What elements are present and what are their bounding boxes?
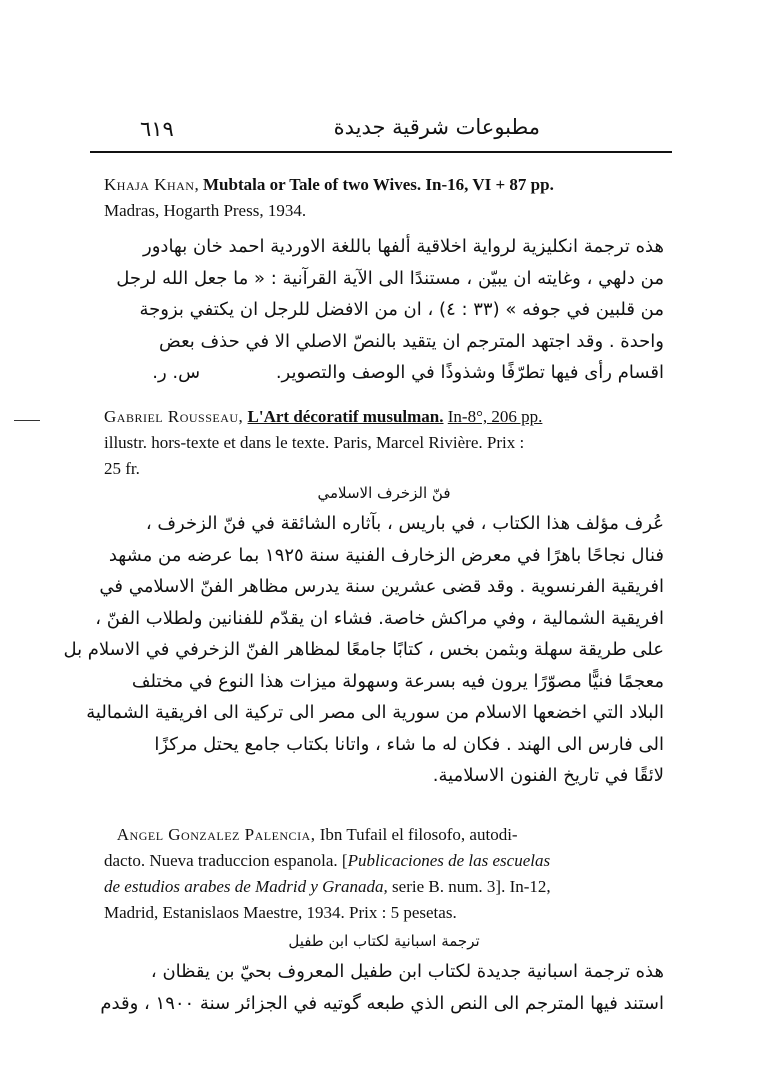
book-title: L'Art décoratif musulman. xyxy=(247,407,444,426)
book-details: In-8°, 206 pp. xyxy=(447,407,543,426)
review-subtitle: ترجمة اسبانية لكتاب ابن طفيل xyxy=(288,932,480,950)
entry-2-review xyxy=(63,508,664,792)
review-line: من دلهي ، وغايته ان يبيّن ، مستندًا الى الآية القرآنية : « ما جعل الله لرجل xyxy=(116,267,664,289)
citation-line: 25 fr. xyxy=(104,459,140,478)
citation-line xyxy=(104,404,664,430)
review-line: فنال نجاحًا باهرًا في معرض الزخارف الفنية سنة ١٩٢٥ بما عرضه من مشهد xyxy=(108,544,664,566)
review-subtitle: فنّ الزخرف الاسلامي xyxy=(317,484,451,502)
book-title: Ibn Tufail el filosofo, autodi- xyxy=(319,825,518,844)
book-title: Mubtala or Tale of two Wives. xyxy=(202,175,422,194)
review-line: البلاد التي اخضعها الاسلام من سورية الى مصر الى تركية الى افريقية الشمالية xyxy=(86,702,664,723)
entry-1-citation xyxy=(104,172,664,224)
review-line: معجمًا فنيًّا مصوّرًا يرون فيه بسرعة وسهولة ميزات هذا النوع في مختلف xyxy=(131,670,664,692)
entry-2-citation xyxy=(104,404,664,482)
review-line: لائقًا في تاريخ الفنون الاسلامية. xyxy=(432,765,664,786)
review-line-text: اقسام رأى فيها تطرّفًا وشذوذًا في الوصف والتصوير. xyxy=(275,362,664,383)
review-line xyxy=(104,357,664,389)
entry-3-review xyxy=(100,956,664,1019)
review-line: افريقية الفرنسوية . وقد قضى عشرين سنة يدرس مظاهر الفنّ الاسلامي في xyxy=(99,576,664,597)
review-line: واحدة . وقد اجتهد المترجم ان يتقيد بالنصّ الاصلي الا في حذف بعض xyxy=(159,330,664,352)
citation-line: Khaja Khan, Mubtala or Tale of two Wives. In-16, VI + 87 pp. xyxy=(104,175,554,194)
review-line: افريقية الشمالية ، وفي مراكش خاصة. فشاء ان يقدّم للفنانين ولطلاب الفنّ ، xyxy=(95,607,664,629)
author-name: Khaja Khan xyxy=(104,175,195,194)
header-rule xyxy=(90,151,672,153)
margin-mark xyxy=(14,420,40,421)
review-line: الى فارس الى الهند . فكان له ما شاء ، واتانا بكتاب جامع يحتل مركزًا xyxy=(154,733,664,755)
running-header xyxy=(100,115,660,149)
citation-line: illustr. hors-texte et dans le texte. Paris, Marcel Rivière. Prix : xyxy=(104,433,525,452)
reviewer-signature: س. ر. xyxy=(152,362,201,383)
citation-line xyxy=(104,848,664,874)
publisher-line: Madras, Hogarth Press, 1934. xyxy=(104,201,307,220)
series-title-cont: de estudios arabes de Madrid y Granada, xyxy=(104,877,388,896)
review-line: عُرف مؤلف هذا الكتاب ، في باريس ، بآثاره الشائقة في فنّ الزخرف ، xyxy=(145,513,664,534)
citation-text: dacto. Nueva traduccion espanola. [ xyxy=(104,851,348,870)
citation-line xyxy=(104,874,664,900)
page-number: ٦١٩ xyxy=(140,117,174,141)
series-title: Publicaciones de las escuelas xyxy=(347,851,551,870)
citation-line xyxy=(104,822,664,848)
publisher-line: Madrid, Estanislaos Maestre, 1934. Prix : 5 pesetas. xyxy=(104,903,457,922)
author-name: Gabriel Rousseau, xyxy=(104,407,244,426)
review-line: من قلبين في جوفه » (٣٣ : ٤) ، ان من الافضل للرجل ان يكتفي بزوجة xyxy=(139,299,664,320)
book-details: In-16, VI + 87 pp. xyxy=(425,175,554,194)
series-number: serie B. num. 3]. In-12, xyxy=(392,877,551,896)
review-line: استند فيها المترجم الى النص الذي طبعه گوتيه في الجزائر سنة ١٩٠٠ ، وقدم xyxy=(100,992,664,1014)
entry-3-citation xyxy=(104,822,664,926)
review-line: هذه ترجمة اسبانية جديدة لكتاب ابن طفيل المعروف بحيّ بن يقظان ، xyxy=(150,961,664,982)
running-title: مطبوعات شرقية جديدة xyxy=(333,115,540,139)
author-name: Angel Gonzalez Palencia, xyxy=(116,825,316,844)
entry-1-review xyxy=(104,231,664,389)
review-line: هذه ترجمة انكليزية لرواية اخلاقية ألفها باللغة الاوردية احمد خان بهادور xyxy=(143,236,664,257)
review-line: على طريقة سهلة وبثمن بخس ، كتابًا جامعًا لمظاهر الفنّ الزخرفي في الاسلام بل xyxy=(63,639,664,660)
